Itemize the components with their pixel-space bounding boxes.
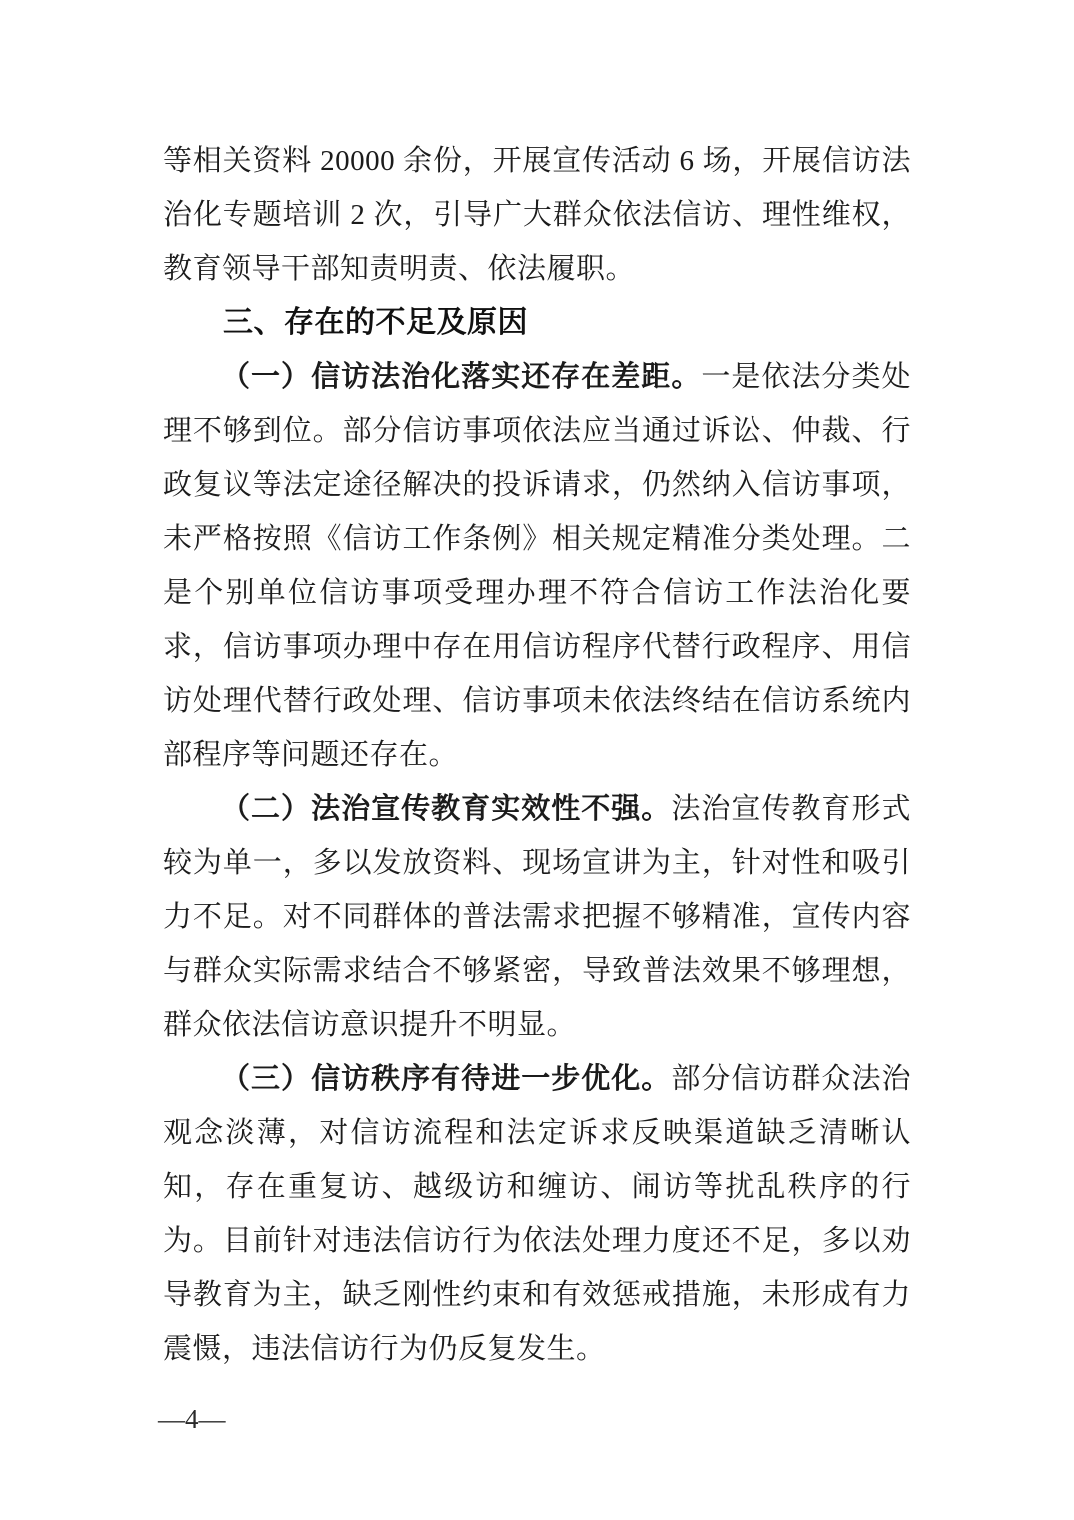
paragraph-text: 一是依法分类处理不够到位。部分信访事项依法应当通过诉讼、仲裁、行政复议等法定途径解决的投诉请求，仍然纳入信访事项，未严格按照《信访工作条例》相关规定精准分类处理。二是个别单位信访事项受理办理不符合信访工作法治化要求，信访事项办理中存在用信访程序代替行政程序、用信访处理代替行政处理、信访事项未依法终结在信访系统内部程序等问题还存在。 [163,361,911,771]
paragraph-text: 等相关资料 20000 余份，开展宣传活动 6 场，开展信访法治化专题培训 2 次，引导广大群众依法信访、理性维权，教育领导干部知责明责、依法履职。 [163,145,911,285]
paragraph-subsection-1 [163,350,911,782]
paragraph-text: 部分信访群众法治观念淡薄，对信访流程和法定诉求反映渠道缺乏清晰认知，存在重复访、越级访和缠访、闹访等扰乱秩序的行为。目前针对违法信访行为依法处理力度还不足，多以劝导教育为主，缺乏刚性约束和有效惩戒措施，未形成有力震慑，违法信访行为仍反复发生。 [163,1063,911,1365]
paragraph-subsection-3 [163,1052,911,1376]
paragraph-lead: （一）信访法治化落实还存在差距。 [221,361,702,393]
page-number: —4— [158,1404,226,1434]
document-body [163,134,911,1376]
paragraph-continuation [163,134,911,296]
paragraph-text: 法治宣传教育形式较为单一，多以发放资料、现场宣讲为主，针对性和吸引力不足。对不同群体的普法需求把握不够精准，宣传内容与群众实际需求结合不够紧密，导致普法效果不够理想，群众依法信访意识提升不明显。 [163,793,911,1041]
paragraph-subsection-2 [163,782,911,1052]
paragraph-lead: （三）信访秩序有待进一步优化。 [221,1063,672,1095]
paragraph-lead: （二）法治宣传教育实效性不强。 [221,793,672,825]
section-heading: 三、存在的不足及原因 [223,306,528,339]
